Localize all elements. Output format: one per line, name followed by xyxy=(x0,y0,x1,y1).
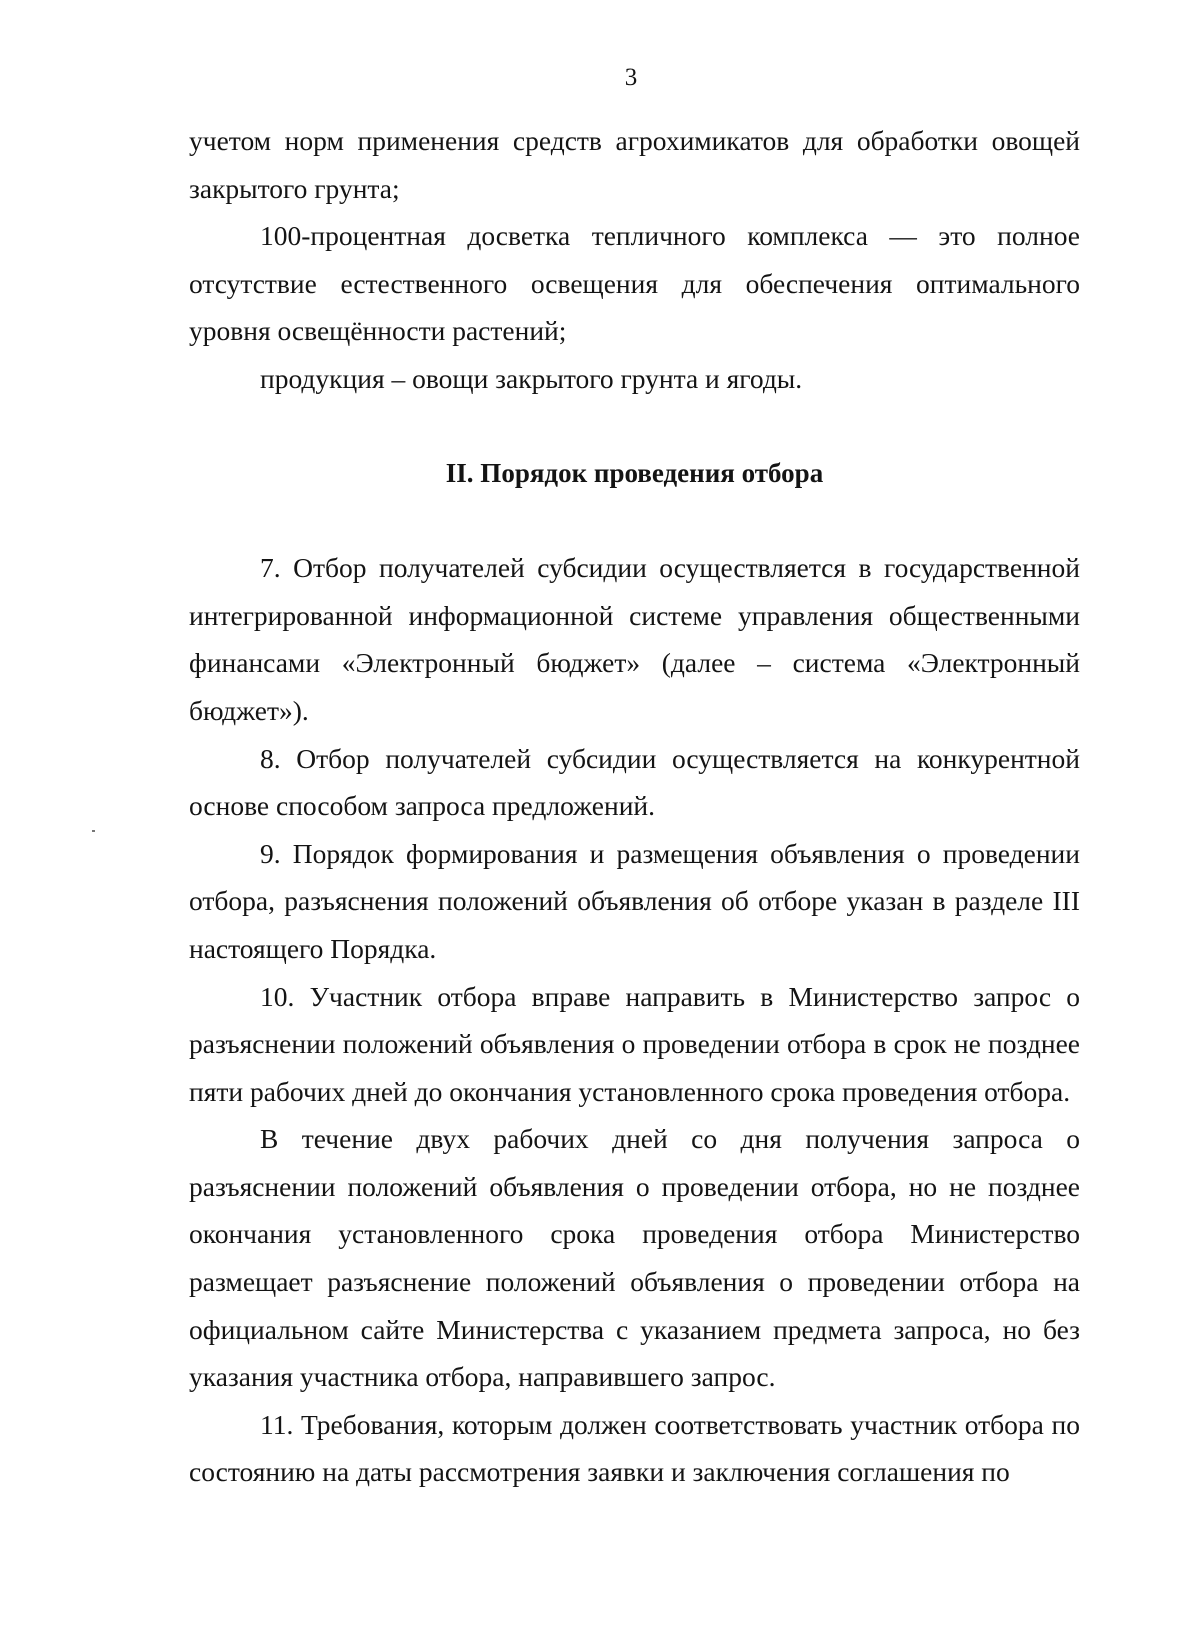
paragraph-item-7: 7. Отбор получателей субсидии осуществляется в государственной интегрированной информационной системе управления общественными финансами «Электронный бюджет» (далее – система «Электронный бюджет»). xyxy=(189,552,1080,726)
paragraph-item-11: 11. Требования, которым должен соответствовать участник отбора по состоянию на даты рассмотрения заявки и заключения соглашения по xyxy=(189,1408,1080,1488)
paragraph-definition-products: продукция – овощи закрытого грунта и ягоды. xyxy=(260,362,803,394)
paragraph-item-10-continued: В течение двух рабочих дней со дня получения запроса о разъяснении положений объявления о проведении отбора, но не позднее окончания установленного срока проведения отбора Министерство размещает разъяснение положений объявления о проведении отбора на официальном сайте Министерства с указанием предмета запроса, но без указания участника отбора, направившего запрос. xyxy=(189,1123,1080,1393)
paragraph-definition-continued: учетом норм применения средств агрохимикатов для обработки овощей закрытого грунта; xyxy=(189,125,1080,204)
page-number: 3 xyxy=(624,64,638,91)
paragraph-item-8: 8. Отбор получателей субсидии осуществляется на конкурентной основе способом запроса предложений. xyxy=(189,742,1080,822)
document-body xyxy=(189,117,1080,1496)
section-heading: II. Порядок проведения отбора xyxy=(445,457,824,488)
paragraph-definition-lighting: 100-процентная досветка тепличного комплекса — это полное отсутствие естественного освещения для обеспечения оптимального уровня освещённости растений; xyxy=(189,220,1080,347)
paragraph-item-10: 10. Участник отбора вправе направить в Министерство запрос о разъяснении положений объявления о проведении отбора в срок не позднее пяти рабочих дней до окончания установленного срока проведения отбора. xyxy=(189,980,1080,1107)
paragraph-item-9: 9. Порядок формирования и размещения объявления о проведении отбора, разъяснения положений объявления об отборе указан в разделе III настоящего Порядка. xyxy=(189,837,1080,964)
scan-speck xyxy=(92,830,95,832)
